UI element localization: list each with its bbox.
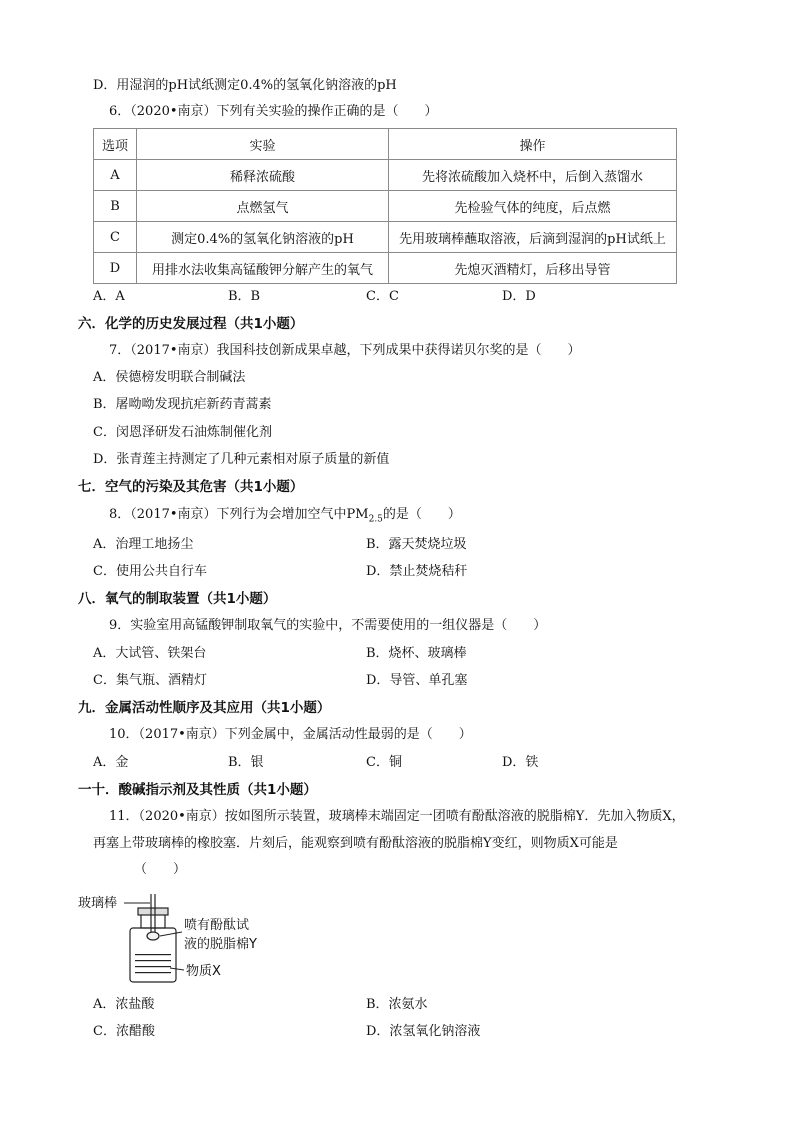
- q6-stem: 6．（2020•南京）下列有关实验的操作正确的是（ ）: [109, 104, 438, 119]
- table-cell: C: [94, 222, 137, 253]
- table-cell: B: [94, 191, 137, 222]
- q10-option-b: B．银: [228, 755, 264, 770]
- cotton-y: [147, 932, 159, 940]
- q6-option-a: A．A: [93, 289, 125, 304]
- q9-option-c: C．集气瓶、酒精灯: [93, 673, 207, 688]
- table-row: [94, 191, 677, 222]
- label-cotton-line2: 液的脱脂棉Y: [184, 937, 257, 952]
- apparatus-figure: [78, 890, 298, 986]
- table-cell: 先用玻璃棒蘸取溶液，后滴到湿润的pH试纸上: [389, 222, 677, 253]
- q6-option-d: D．D: [502, 289, 536, 304]
- q11-stem-line2: 再塞上带玻璃棒的橡胶塞．片刻后，能观察到喷有酚酞溶液的脱脂棉Y变红，则物质X可能是: [93, 836, 618, 851]
- q10-option-c: C．铜: [366, 755, 402, 770]
- q8-option-c: C．使用公共自行车: [93, 564, 207, 579]
- table-cell: 先熄灭酒精灯，后移出导管: [389, 253, 677, 284]
- table-cell: D: [94, 253, 137, 284]
- q10-stem: 10．（2017•南京）下列金属中，金属活动性最弱的是（ ）: [109, 727, 472, 742]
- table-cell: 用排水法收集高锰酸钾分解产生的氧气: [137, 253, 389, 284]
- header-experiment: 实验: [137, 129, 389, 160]
- section-heading-7: 七．空气的污染及其危害（共1小题）: [78, 479, 304, 495]
- table-row: [94, 222, 677, 253]
- q7-option-a: A．侯德榜发明联合制碱法: [93, 370, 246, 385]
- q7-option-d: D．张青莲主持测定了几种元素相对原子质量的新值: [93, 452, 390, 467]
- table-cell: 点燃氢气: [137, 191, 389, 222]
- label-pointer-x: [170, 968, 184, 970]
- label-cotton-line1: 喷有酚酞试: [184, 918, 250, 933]
- q10-option-d: D．铁: [502, 755, 539, 770]
- q5-option-d: D．用湿润的pH试纸测定0.4%的氢氧化钠溶液的pH: [93, 78, 397, 93]
- header-option: 选项: [94, 129, 137, 160]
- table-cell: A: [94, 160, 137, 191]
- q8-stem: [109, 507, 461, 528]
- header-operation: 操作: [389, 129, 677, 160]
- table-cell: 先检验气体的纯度，后点燃: [389, 191, 677, 222]
- table-cell: 先将浓硫酸加入烧杯中，后倒入蒸馏水: [389, 160, 677, 191]
- q11-option-d: D．浓氢氧化钠溶液: [366, 1024, 481, 1039]
- q7-stem: 7．（2017•南京）我国科技创新成果卓越，下列成果中获得诺贝尔奖的是（ ）: [109, 343, 581, 358]
- table-row: [94, 160, 677, 191]
- q11-stem-line1: 11．（2020•南京）按如图所示装置，玻璃棒末端固定一团喷有酚酞溶液的脱脂棉Y．先加入物质X，: [109, 809, 685, 824]
- q10-option-a: A．金: [93, 755, 129, 770]
- q11-stem-line3: （ ）: [134, 862, 187, 877]
- q9-option-a: A．大试管、铁架台: [93, 646, 207, 661]
- q11-option-a: A．浓盐酸: [93, 997, 155, 1012]
- q8-stem-tail: 的是（ ）: [382, 507, 461, 522]
- table-header-row: [94, 129, 677, 160]
- section-heading-10: 一十．酸碱指示剂及其性质（共1小题）: [78, 782, 317, 798]
- q6-option-b: B．B: [228, 289, 261, 304]
- table-cell: 测定0.4%的氢氧化钠溶液的pH: [137, 222, 389, 253]
- label-glass-rod: 玻璃棒: [78, 896, 118, 911]
- rubber-stopper: [138, 908, 168, 915]
- label-pointer-cotton: [160, 932, 182, 936]
- q7-option-c: C．闵恩泽研发石油炼制催化剂: [93, 425, 272, 440]
- q8-stem-text: 8．（2017•南京）下列行为会增加空气中PM: [109, 507, 369, 522]
- bottle-neck: [141, 914, 165, 928]
- section-heading-9: 九．金属活动性顺序及其应用（共1小题）: [78, 700, 331, 716]
- section-heading-8: 八．氧气的制取装置（共1小题）: [78, 591, 277, 607]
- table-cell: 稀释浓硫酸: [137, 160, 389, 191]
- substance-x: [135, 954, 171, 973]
- q11-option-c: C．浓醋酸: [93, 1024, 155, 1039]
- q8-option-b: B．露天焚烧垃圾: [366, 537, 467, 552]
- q9-option-b: B．烧杯、玻璃棒: [366, 646, 467, 661]
- q6-option-c: C．C: [366, 289, 399, 304]
- q9-stem: 9．实验室用高锰酸钾制取氧气的实验中，不需要使用的一组仪器是（ ）: [109, 618, 547, 633]
- label-substance-x: 物质X: [186, 964, 221, 979]
- q11-option-b: B．浓氨水: [366, 997, 428, 1012]
- table-row: [94, 253, 677, 284]
- section-heading-6: 六．化学的历史发展过程（共1小题）: [78, 316, 304, 332]
- q8-option-d: D．禁止焚烧秸秆: [366, 564, 468, 579]
- q6-table: [93, 128, 677, 284]
- q9-option-d: D．导管、单孔塞: [366, 673, 468, 688]
- q8-option-a: A．治理工地扬尘: [93, 537, 194, 552]
- q7-option-b: B．屠呦呦发现抗疟新药青蒿素: [93, 397, 272, 412]
- pm-subscript: 2.5: [368, 514, 383, 525]
